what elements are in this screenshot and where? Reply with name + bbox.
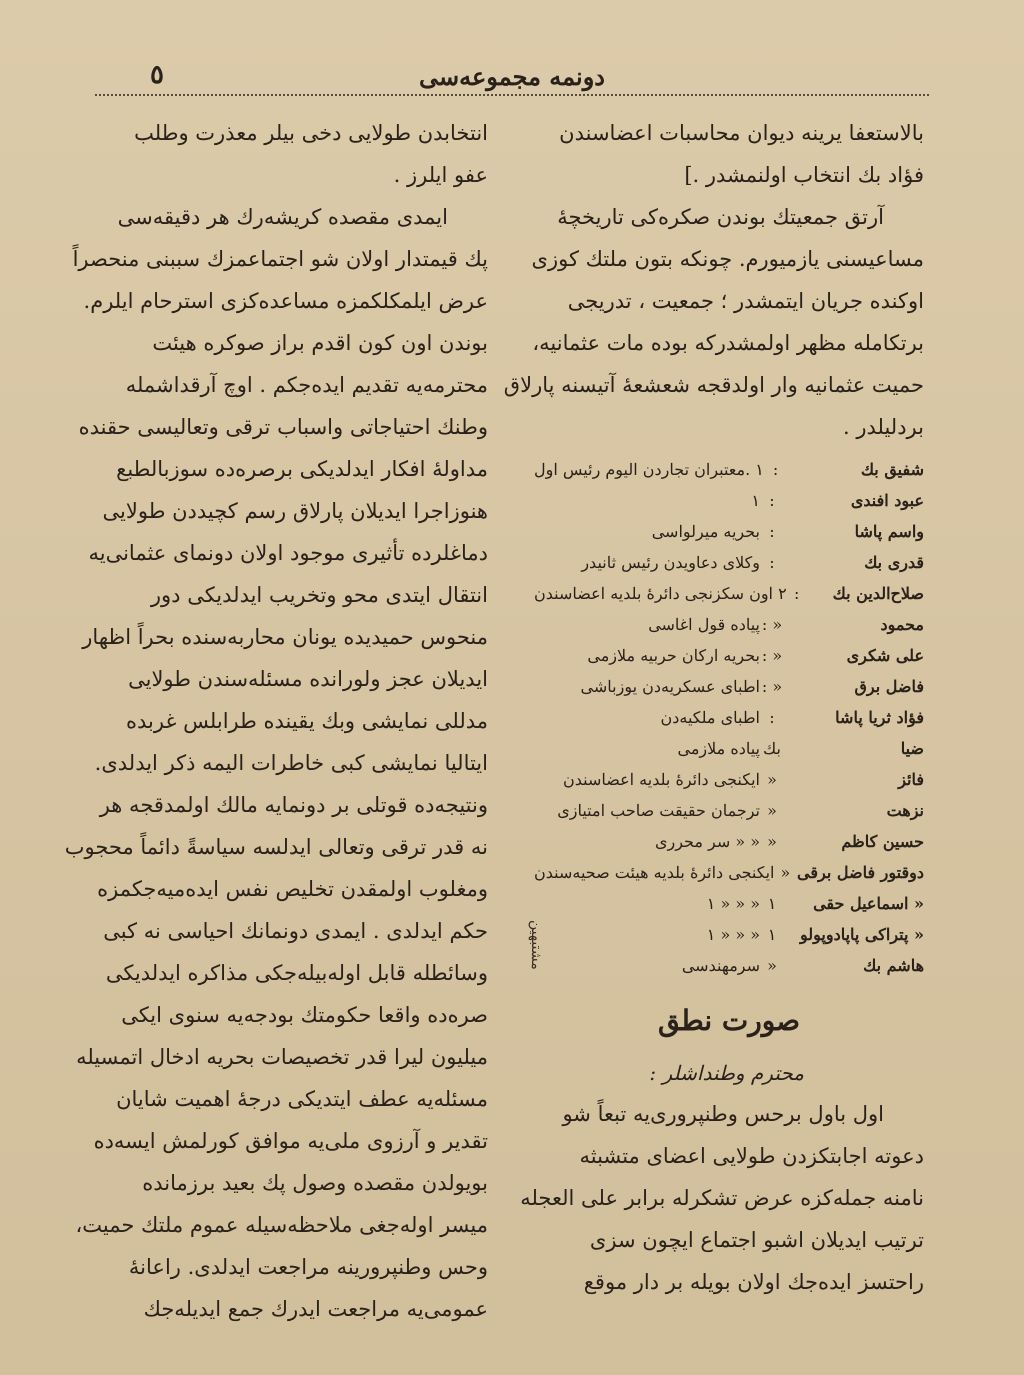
roster-row	[534, 547, 924, 578]
member-role: پیاده ملازمی	[677, 739, 760, 758]
text-line: بوندن اون کون اقدم براز صوکره هیئت	[152, 331, 488, 355]
text-line: عمومی‌یه مراجعت ایدرك جمع ایدیله‌جك	[143, 1297, 488, 1321]
text-line: اوکنده جریان ایتمشدر ؛ جمعیت ، تدریجی	[567, 289, 924, 313]
text-line: انتخابدن طولایی دخی بیلر معذرت وطلب	[134, 121, 488, 145]
member-name: « پتراکی پاپادوپولو	[799, 925, 924, 944]
text-line: دماغلرده تأثیری موجود اولان دونمای عثمانی‌یه	[88, 541, 488, 565]
text-line: ایتالیا نمایشی کبی خاطرات الیمه ذکر ایدلدی.	[94, 751, 488, 775]
text-line: صره‌ده واقعا حکومتك بودجه‌یه سنوی ایکی	[121, 1003, 488, 1027]
roster-row	[534, 640, 924, 671]
text-line: نه قدر ترقی وتعالی ایدلسه سیاسةً دائماً محجوب	[64, 835, 488, 859]
member-name: علی شکری	[846, 646, 924, 665]
text-line: ایمدی مقصده کریشه‌رك هر دقیقه‌سی	[117, 205, 448, 229]
member-role: ایکنجی دائرهٔ بلدیه اعضاسندن	[562, 770, 760, 789]
member-role: ۱	[751, 491, 760, 510]
text-line: راحتسز ایده‌جك اولان بویله بر دار موقع	[583, 1270, 924, 1294]
roster-row	[534, 950, 924, 981]
text-line: تقدیر و آرزوی ملی‌یه موافق کورلمش ایسه‌ده	[93, 1129, 488, 1153]
member-name: « اسماعیل حقی	[813, 894, 924, 913]
ditto-mark: ۱	[767, 894, 777, 913]
text-line: فؤاد بك انتخاب اولنمشدر .]	[684, 163, 924, 187]
ditto-mark: « :	[761, 646, 783, 665]
member-name: نزهت	[886, 801, 924, 820]
member-roster	[534, 454, 924, 981]
ditto-mark: «	[767, 770, 777, 789]
roster-row	[534, 702, 924, 733]
header-divider	[95, 94, 929, 96]
member-name: ضیا	[900, 739, 924, 758]
speech-address: محترم وطنداشلر :	[649, 1061, 804, 1085]
text-line: میسر اوله‌جغی ملاحظه‌سیله عموم ملتك حمیت،	[75, 1213, 488, 1237]
member-role: اطبای عسکریه‌دن یوزباشی	[580, 677, 760, 696]
ditto-mark: «	[767, 801, 777, 820]
roster-row	[534, 609, 924, 640]
member-name: فائز	[898, 770, 924, 789]
ditto-mark: بك	[763, 739, 781, 758]
text-line: هنوزاجرا ایدیلان پارلاق رسم کچیددن طولایی	[102, 499, 488, 523]
member-role: سرمهندسی	[681, 956, 760, 975]
speech-paragraph	[520, 1093, 924, 1303]
text-line: عفو ایلرز .	[393, 163, 488, 187]
member-role: ۱ .معتبران تجاردن الیوم رئیس اول	[534, 460, 764, 479]
member-name: محمود	[880, 615, 924, 634]
ditto-mark: :	[769, 491, 775, 510]
roster-row	[534, 919, 924, 950]
text-line: ترتیب ایدیلان اشبو اجتماع ایچون سزی	[589, 1228, 924, 1252]
text-line: حمیت عثمانیه وار اولدقجه شعشعهٔ آتیسنه پارلاق	[503, 373, 924, 397]
paragraph	[534, 112, 924, 196]
margin-note: مشتبهین	[528, 920, 544, 970]
member-role: « « « ۱	[706, 894, 760, 913]
text-line: بردلیلدر .	[843, 415, 924, 439]
roster-row	[534, 795, 924, 826]
text-line: ونتیجه‌ده قوتلی بر دونمایه مالك اولمدقجه هر	[99, 793, 488, 817]
member-name: حسین کاظم	[841, 832, 924, 851]
roster-row	[534, 485, 924, 516]
member-name: صلاح‌الدین بك	[832, 584, 924, 603]
member-role: بحریه میرلواسی	[651, 522, 760, 541]
text-line: وطنك احتیاجاتی واسباب ترقی وتعالیسی حقنده	[78, 415, 488, 439]
roster-row	[534, 671, 924, 702]
member-role: بحریه ارکان حربیه ملازمی	[587, 646, 760, 665]
text-line: وسائطله قابل اوله‌بیله‌جکی مذاکره ایدلدیکی	[105, 961, 488, 985]
member-name: فؤاد ثریا پاشا	[835, 708, 924, 727]
roster-row	[534, 454, 924, 485]
text-line: نامنه جمله‌کزه عرض تشکرله برابر علی العجله	[520, 1186, 924, 1210]
member-name: فاضل برق	[854, 677, 924, 696]
ditto-mark: «	[780, 863, 791, 882]
ditto-mark: «	[767, 832, 777, 851]
page-header	[90, 58, 934, 98]
member-role: « « « ۱	[706, 925, 760, 944]
text-line: محترمه‌یه تقدیم ایده‌جکم . اوچ آرقداشمله	[125, 373, 488, 397]
roster-row	[534, 578, 924, 609]
member-role: ترجمان حقیقت صاحب امتیازی	[557, 801, 760, 820]
member-name: هاشم بك	[863, 956, 924, 975]
ditto-mark: :	[769, 522, 775, 541]
member-role: ۲ اون سکزنجی دائرهٔ بلدیه اعضاسندن	[534, 584, 787, 603]
text-line: انتقال ایتدی محو وتخریب ایدلدیکی دور	[150, 583, 488, 607]
text-line: پك قیمتدار اولان شو اجتماعمزك سببنی منحصراً	[72, 247, 488, 271]
roster-row	[534, 857, 924, 888]
roster-row	[534, 733, 924, 764]
text-line: عرض ایلمکلکمزه مساعده‌کزی استرحام ایلرم.	[83, 289, 488, 313]
ditto-mark: «	[767, 956, 777, 975]
ditto-mark: :	[772, 460, 779, 479]
text-line: آرتق جمعیتك بوندن صکره‌کی تاریخچهٔ	[557, 205, 884, 229]
text-line: برتکامله مظهر اولمشدرکه بوده مات عثمانیه،	[532, 331, 924, 355]
text-line: منحوس حمیدیده یونان محاربه‌سنده بحراً اظهار	[82, 625, 488, 649]
member-role: ایکنجی دائرهٔ بلدیه هیئت صحیه‌سندن	[534, 863, 775, 882]
text-line: مدللی نمایشی وبك یقینده طرابلس غربده	[126, 709, 488, 733]
text-line: ومغلوب اولمقدن تخلیص نفس ایده‌میه‌جکمزه	[97, 877, 488, 901]
page-number: ٥	[150, 60, 164, 90]
right-column	[503, 112, 924, 1303]
text-line: بویولدن مقصده وصول پك بعید برزمانده	[142, 1171, 488, 1195]
member-role: پیاده قول اغاسی	[648, 615, 760, 634]
text-line: اول باول برحس وطنپروری‌یه تبعاً شو	[562, 1102, 884, 1126]
text-line: مساعیسنی یازمیورم. چونکه بتون ملتك کوزی	[531, 247, 924, 271]
member-name: واسم پاشا	[854, 522, 924, 541]
text-line: دعوته اجابتکزدن طولایی اعضای متشبثه	[579, 1144, 924, 1168]
ditto-mark: « :	[761, 677, 783, 696]
roster-row	[534, 764, 924, 795]
ditto-mark: :	[769, 708, 775, 727]
ditto-mark: « :	[761, 615, 783, 634]
text-line: مداولهٔ افکار ایدلدیکی برصره‌ده سوزبالطبع	[116, 457, 488, 481]
paragraph	[503, 196, 924, 448]
text-line: حکم ایدلدی . ایمدی دونمانك احیاسی نه کبی	[103, 919, 488, 943]
ditto-mark: ۱	[767, 925, 777, 944]
journal-title: دونمه مجموعه‌سی	[419, 62, 605, 91]
text-line: ایدیلان عجز ولورانده مسئله‌سندن طولایی	[128, 667, 488, 691]
roster-row	[534, 826, 924, 857]
text-line: میلیون لیرا قدر تخصیصات بحریه ادخال اتمسیله	[76, 1045, 488, 1069]
roster-row	[534, 516, 924, 547]
member-role: « « سر محرری	[654, 832, 760, 851]
section-heading: صورت نطق	[658, 1004, 800, 1037]
member-name: عبود افندی	[850, 491, 924, 510]
member-role: اطبای ملکیه‌دن	[660, 708, 760, 727]
ditto-mark: :	[794, 584, 800, 603]
left-column	[64, 112, 488, 1330]
member-name: قدری بك	[864, 553, 924, 572]
member-name: دوقتور فاضل برقی	[797, 863, 924, 882]
member-name: شفیق بك	[860, 460, 924, 479]
text-line: وحس وطنپرورینه مراجعت ایدلدی. راعانهٔ	[128, 1255, 488, 1279]
text-line: مسئله‌یه عطف ایتدیکی درجهٔ اهمیت شایان	[116, 1087, 488, 1111]
text-line: بالاستعفا یرینه دیوان محاسبات اعضاسندن	[559, 121, 924, 145]
ditto-mark: :	[769, 553, 775, 572]
member-role: وکلای دعاویدن رئیس ثانیدر	[581, 553, 760, 572]
roster-row	[534, 888, 924, 919]
